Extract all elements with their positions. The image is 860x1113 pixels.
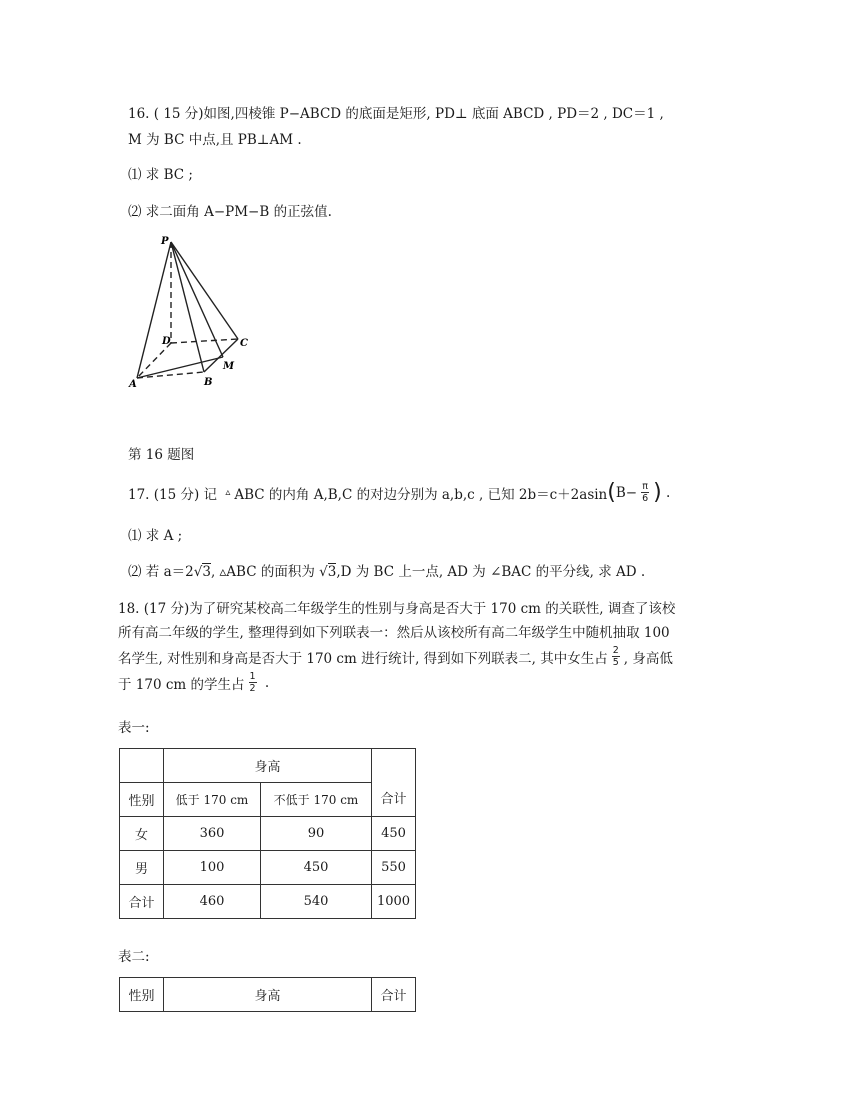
q16-line1: 16. ( 15 分)如图,四棱锥 P−ABCD 的底面是矩形, PD⊥ 底面 ABCD , PD＝2 , DC＝1 , (128, 106, 664, 122)
edge-PA (137, 242, 171, 378)
table-row (120, 817, 416, 851)
two-fifths-fraction (612, 645, 620, 668)
label-M: M (223, 361, 235, 372)
q17-B: B− (615, 484, 638, 501)
table1-header-row1 (120, 749, 416, 783)
cell-low: 360 (164, 817, 261, 851)
q18-line3 (118, 645, 673, 668)
row-label: 合计 (120, 885, 164, 919)
q16-caption: 第 16 题图 (128, 447, 195, 463)
label-C: C (240, 338, 248, 349)
table2-header-gender: 性别 (120, 978, 164, 1012)
left-paren: ( (607, 480, 616, 505)
triangle-symbol: ▵ (225, 487, 231, 498)
table1-header-low: 低于 170 cm (164, 783, 261, 817)
table1-header-height: 身高 (164, 749, 372, 783)
frac1-num: 2 (612, 645, 619, 656)
table-row (120, 851, 416, 885)
edge-PB (171, 242, 204, 372)
table1-title: 表一: (118, 720, 150, 736)
q18-line4-text: 于 170 cm 的学生占 (118, 676, 245, 693)
q18-line3-text: 名学生, 对性别和身高是否大于 170 cm 进行统计, 得到如下列联表二, 其中女生占 (118, 650, 608, 667)
q17-part1: ⑴ 求 A ; (128, 528, 183, 544)
cell-high: 90 (261, 817, 372, 851)
q17-suffix: . (661, 484, 671, 501)
right-paren: ) (653, 480, 662, 505)
cell-low: 100 (164, 851, 261, 885)
q17-part2-b: , ▵ABC 的面积为 (210, 564, 320, 580)
row-label: 男 (120, 851, 164, 885)
frac2-den: 2 (249, 683, 256, 694)
table2-header-row (120, 978, 416, 1012)
label-B: B (204, 377, 213, 388)
q17-line (128, 480, 670, 505)
cell-high: 450 (261, 851, 372, 885)
one-half-fraction (249, 671, 257, 694)
label-P: P (161, 236, 169, 247)
sqrt-radicand-1: 3 (202, 564, 211, 580)
table2-header-height: 身高 (164, 978, 372, 1012)
q18-line1: 18. (17 分)为了研究某校高二年级学生的性别与身高是否大于 170 cm 的关联性, 调查了该校 (118, 601, 676, 617)
q17-part2-a: ⑵ 若 a＝2 (128, 564, 194, 580)
row-label: 女 (120, 817, 164, 851)
pyramid-figure (125, 232, 255, 392)
frac2-num: 1 (249, 671, 256, 682)
q18-line4-end: . (260, 674, 270, 691)
frac-den: 6 (642, 493, 649, 504)
table1-header-high: 不低于 170 cm (261, 783, 372, 817)
edge-DA (137, 343, 171, 378)
q16-part1: ⑴ 求 BC ; (128, 167, 193, 183)
label-D: D (162, 336, 171, 347)
table1 (119, 748, 416, 919)
cell-total: 450 (372, 817, 416, 851)
edge-DC (171, 339, 238, 343)
q17-part2 (128, 560, 645, 580)
table1-header-total-spacer (372, 749, 416, 817)
table1-header-gender: 性别 (120, 783, 164, 817)
cell-total: 1000 (372, 885, 416, 919)
sqrt-sign-2: √ (319, 564, 328, 580)
q18-line3-end: , 身高低 (623, 650, 673, 667)
edge-PC (171, 242, 238, 339)
frac1-den: 5 (612, 657, 619, 668)
q18-line4 (118, 671, 269, 694)
sqrt-radicand-2: 3 (327, 564, 337, 580)
table1-corner-cell (120, 749, 164, 783)
q17-prefix: 17. (15 分) 记 (128, 486, 222, 503)
cell-low: 460 (164, 885, 261, 919)
q17-part2-c: ,D 为 BC 上一点, AD 为 ∠BAC 的平分线, 求 AD . (336, 564, 646, 580)
table2-header-total: 合计 (372, 978, 416, 1012)
label-A: A (129, 379, 137, 390)
sqrt-sign-1: √ (193, 564, 203, 580)
q16-part2: ⑵ 求二面角 A−PM−B 的正弦值. (128, 204, 332, 220)
q16-line2: M 为 BC 中点,且 PB⊥AM . (128, 132, 302, 148)
table1-header-total: 合计 (380, 792, 407, 807)
pi-over-6-fraction (641, 481, 649, 504)
table2 (119, 977, 416, 1012)
table2-title: 表二: (118, 949, 150, 965)
q17-mid: ABC 的内角 A,B,C 的对边分别为 a,b,c , 已知 2b＝c＋2asin (234, 486, 608, 503)
table1-header-row2 (120, 783, 416, 817)
cell-high: 540 (261, 885, 372, 919)
table-row (120, 885, 416, 919)
cell-total: 550 (372, 851, 416, 885)
q18-line2: 所有高二年级的学生, 整理得到如下列联表一：然后从该校所有高二年级学生中随机抽取 100 (118, 625, 670, 641)
frac-num: π (642, 481, 648, 492)
